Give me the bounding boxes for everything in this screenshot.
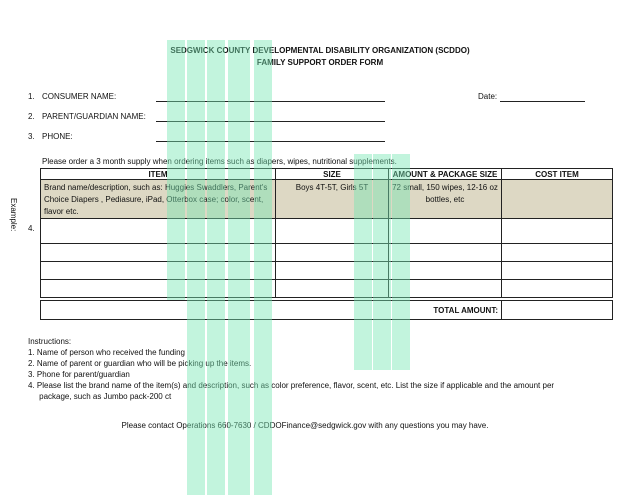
example-label: Example: (9, 198, 18, 232)
order-table (40, 168, 613, 320)
amount-cell[interactable] (389, 244, 502, 262)
contact-line: Please contact Operations 660-7630 / CDDOFinance@sedgwick.gov with any questions you may have. (121, 421, 489, 430)
instruction-item: 2. Name of parent or guardian who will be picking up the items. (28, 359, 252, 368)
cost-cell[interactable] (502, 244, 613, 262)
field-num-1: 1. (28, 92, 35, 101)
form-title: FAMILY SUPPORT ORDER FORM (256, 58, 384, 67)
field-num-3: 3. (28, 132, 35, 141)
col-header-size: SIZE (276, 169, 389, 180)
total-amount-label: TOTAL AMOUNT: (41, 301, 502, 320)
phone-field[interactable] (156, 141, 385, 142)
size-cell[interactable] (276, 280, 389, 298)
amount-cell[interactable] (389, 280, 502, 298)
col-header-cost: COST ITEM (502, 169, 613, 180)
consumer-name-label: CONSUMER NAME: (42, 92, 117, 101)
table-row (41, 280, 613, 298)
example-size: Boys 4T-5T, Girls 5T (276, 180, 389, 219)
instruction-item: 3. Phone for parent/guardian (28, 370, 130, 379)
supply-note: Please order a 3 month supply when ordering items such as diapers, wipes, nutritional supplements. (42, 157, 397, 166)
amount-cell[interactable] (389, 219, 502, 244)
example-row (41, 180, 613, 219)
org-title: SEDGWICK COUNTY DEVELOPMENTAL DISABILITY ORGANIZATION (SCDDO) (170, 46, 470, 55)
example-cost (502, 180, 613, 219)
consumer-name-field[interactable] (156, 101, 385, 102)
col-header-item: ITEM (41, 169, 276, 180)
example-item: Brand name/description, such as: Huggies Swaddlers, Parent's Choice Diapers , Pediasure, iPad, Otterbox case; color, scent, flavor etc. (41, 180, 276, 219)
item-cell[interactable] (41, 262, 276, 280)
instructions (28, 336, 618, 402)
instruction-item: 1. Name of person who received the funding (28, 348, 185, 357)
item-cell[interactable] (41, 219, 276, 244)
total-amount-field[interactable] (502, 301, 613, 320)
cost-cell[interactable] (502, 280, 613, 298)
instruction-item: package, such as Jumbo pack-200 ct (28, 392, 172, 401)
cost-cell[interactable] (502, 262, 613, 280)
cost-cell[interactable] (502, 219, 613, 244)
table-row (41, 219, 613, 244)
size-cell[interactable] (276, 244, 389, 262)
phone-label: PHONE: (42, 132, 73, 141)
col-header-amount: AMOUNT & PACKAGE SIZE (389, 169, 502, 180)
table-row (41, 262, 613, 280)
size-cell[interactable] (276, 219, 389, 244)
item-cell[interactable] (41, 244, 276, 262)
guardian-name-label: PARENT/GUARDIAN NAME: (42, 112, 146, 121)
example-amount: 72 small, 150 wipes, 12-16 oz bottles, etc (389, 180, 502, 219)
instruction-item: 4. Please list the brand name of the item(s) and description, such as color preference, flavor, scent, etc. List the size if applicable and the amount per (28, 381, 555, 390)
field-num-2: 2. (28, 112, 35, 121)
row-num-4: 4. (28, 224, 35, 233)
table-row (41, 244, 613, 262)
instructions-heading: Instructions: (28, 337, 72, 346)
amount-cell[interactable] (389, 262, 502, 280)
total-row (41, 301, 613, 320)
table-header-row (41, 169, 613, 180)
date-field[interactable] (500, 101, 585, 102)
size-cell[interactable] (276, 262, 389, 280)
item-cell[interactable] (41, 280, 276, 298)
date-label: Date: (478, 92, 498, 101)
guardian-name-field[interactable] (156, 121, 385, 122)
